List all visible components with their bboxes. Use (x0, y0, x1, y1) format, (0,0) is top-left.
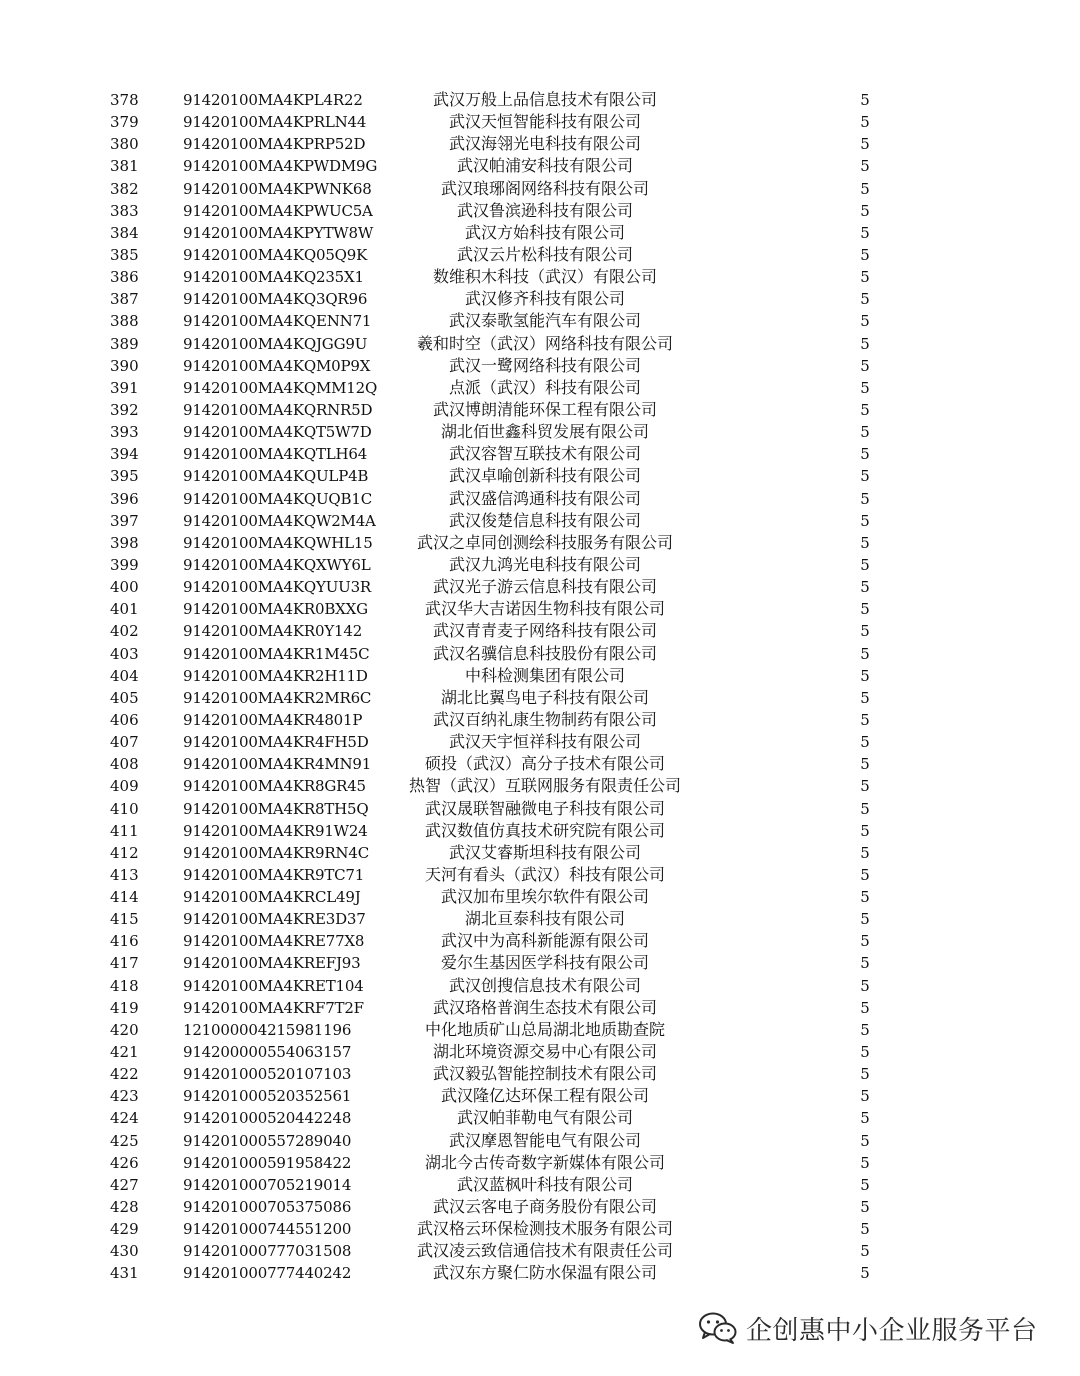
row-number: 383 (110, 201, 139, 220)
company-name: 武汉泰歌氢能汽车有限公司 (448, 311, 641, 331)
company-name: 武汉珞格普润生态技术有限公司 (432, 997, 657, 1017)
row-number: 411 (110, 821, 139, 840)
table-row (0, 1218, 1080, 1240)
row-number: 384 (110, 223, 139, 242)
row-number: 382 (110, 179, 139, 198)
company-name: 中科检测集团有限公司 (464, 665, 625, 685)
score: 5 (860, 1220, 870, 1239)
credit-code: 91420100MA4KQWHL15 (183, 533, 373, 552)
row-number: 409 (110, 777, 139, 796)
credit-code: 91420100MA4KPWDM9G (183, 157, 378, 176)
row-number: 388 (110, 312, 139, 331)
company-name: 武汉九鸿光电科技有限公司 (448, 554, 641, 574)
row-number: 429 (110, 1220, 139, 1239)
company-name: 武汉帕浦安科技有限公司 (456, 156, 633, 176)
table-row (0, 155, 1080, 177)
table-row (0, 1107, 1080, 1129)
credit-code: 91420100MA4KR2H11D (183, 666, 368, 685)
score: 5 (860, 400, 870, 419)
score: 5 (860, 356, 870, 375)
row-number: 431 (110, 1264, 139, 1283)
company-name: 武汉帕菲勒电气有限公司 (456, 1108, 633, 1128)
company-name: 羲和时空（武汉）网络科技有限公司 (416, 333, 673, 353)
table-row (0, 399, 1080, 421)
table-row (0, 775, 1080, 797)
table-row (0, 244, 1080, 266)
table-row (0, 820, 1080, 842)
score: 5 (860, 1242, 870, 1261)
company-name: 热智（武汉）互联网服务有限责任公司 (408, 776, 681, 796)
score: 5 (860, 777, 870, 796)
score: 5 (860, 710, 870, 729)
score: 5 (860, 290, 870, 309)
credit-code: 91420100MA4KR0Y142 (183, 622, 363, 641)
score: 5 (860, 799, 870, 818)
company-name: 武汉凌云致信通信技术有限责任公司 (416, 1241, 673, 1261)
score: 5 (860, 1109, 870, 1128)
score: 5 (860, 445, 870, 464)
table-row (0, 798, 1080, 820)
company-name: 湖北今古传奇数字新媒体有限公司 (424, 1152, 665, 1172)
credit-code: 121000004215981196 (183, 1020, 352, 1039)
company-name: 武汉东方聚仁防水保温有限公司 (432, 1263, 657, 1283)
credit-code: 914201000591958422 (183, 1153, 352, 1172)
score: 5 (860, 91, 870, 109)
company-name: 武汉云片松科技有限公司 (456, 244, 633, 264)
credit-code: 914201000777440242 (183, 1264, 352, 1283)
row-number: 403 (110, 644, 139, 663)
credit-code: 91420100MA4KRE3D37 (183, 910, 366, 929)
credit-code: 914201000520352561 (183, 1087, 352, 1106)
score: 5 (860, 932, 870, 951)
row-number: 393 (110, 423, 139, 442)
row-number: 390 (110, 356, 139, 375)
row-number: 397 (110, 511, 139, 530)
row-number: 381 (110, 157, 139, 176)
score: 5 (860, 223, 870, 242)
company-name: 武汉鲁滨逊科技有限公司 (456, 200, 633, 220)
table-row (0, 1152, 1080, 1174)
credit-code: 91420100MA4KQENN71 (183, 312, 372, 331)
credit-code: 91420100MA4KR9TC71 (183, 865, 365, 884)
row-number: 423 (110, 1087, 139, 1106)
table-row (0, 864, 1080, 886)
table-row (0, 443, 1080, 465)
credit-code: 91420100MA4KQUQB1C (183, 489, 372, 508)
score: 5 (860, 954, 870, 973)
credit-code: 91420100MA4KR8GR45 (183, 777, 366, 796)
score: 5 (860, 843, 870, 862)
table-row (0, 842, 1080, 864)
company-name: 武汉之卓同创测绘科技服务有限公司 (416, 532, 673, 552)
company-name: 武汉毅弘智能控制技术有限公司 (432, 1064, 657, 1084)
score: 5 (860, 489, 870, 508)
table-row (0, 532, 1080, 554)
table-row (0, 333, 1080, 355)
credit-code: 91420100MA4KPRP52D (183, 135, 366, 154)
company-name: 武汉天恒智能科技有限公司 (448, 112, 641, 132)
score: 5 (860, 268, 870, 287)
score: 5 (860, 423, 870, 442)
table-row (0, 488, 1080, 510)
company-name: 湖北比翼鸟电子科技有限公司 (440, 687, 649, 707)
credit-code: 91420100MA4KR91W24 (183, 821, 368, 840)
row-number: 410 (110, 799, 139, 818)
table-row (0, 1240, 1080, 1262)
credit-code: 91420100MA4KPL4R22 (183, 91, 363, 109)
credit-code: 91420100MA4KQ3QR96 (183, 290, 368, 309)
score: 5 (860, 179, 870, 198)
credit-code: 914200000554063157 (183, 1043, 352, 1062)
row-number: 422 (110, 1065, 139, 1084)
score: 5 (860, 511, 870, 530)
table-row (0, 1019, 1080, 1041)
credit-code: 91420100MA4KR9RN4C (183, 843, 369, 862)
credit-code: 91420100MA4KQMM12Q (183, 378, 378, 397)
table-row (0, 598, 1080, 620)
table-row (0, 178, 1080, 200)
company-name: 武汉创搜信息技术有限公司 (448, 975, 641, 995)
table-row (0, 200, 1080, 222)
score: 5 (860, 378, 870, 397)
credit-code: 914201000557289040 (183, 1131, 352, 1150)
credit-code: 914201000705219014 (183, 1175, 352, 1194)
table-row (0, 1041, 1080, 1063)
score: 5 (860, 467, 870, 486)
table-row (0, 753, 1080, 775)
row-number: 386 (110, 268, 139, 287)
company-list-table (0, 89, 1080, 1285)
table-row (0, 1085, 1080, 1107)
row-number: 402 (110, 622, 139, 641)
company-name: 武汉晟联智融微电子科技有限公司 (424, 798, 665, 818)
row-number: 392 (110, 400, 139, 419)
row-number: 408 (110, 755, 139, 774)
table-row (0, 1174, 1080, 1196)
credit-code: 91420100MA4KQULP4B (183, 467, 369, 486)
company-name: 点派（武汉）科技有限公司 (448, 377, 641, 397)
row-number: 430 (110, 1242, 139, 1261)
company-name: 武汉一鹭网络科技有限公司 (448, 355, 641, 375)
company-name: 天河有看头（武汉）科技有限公司 (424, 864, 665, 884)
company-name: 武汉加布里埃尔软件有限公司 (440, 887, 649, 907)
credit-code: 91420100MA4KPYTW8W (183, 223, 374, 242)
row-number: 425 (110, 1131, 139, 1150)
company-name: 武汉摩恩智能电气有限公司 (448, 1130, 641, 1150)
row-number: 400 (110, 578, 139, 597)
credit-code: 91420100MA4KQW2M4A (183, 511, 376, 530)
table-row (0, 731, 1080, 753)
row-number: 424 (110, 1109, 139, 1128)
score: 5 (860, 201, 870, 220)
credit-code: 914201000744551200 (183, 1220, 352, 1239)
credit-code: 91420100MA4KRCL49J (183, 888, 361, 907)
company-name: 武汉百纳礼康生物制药有限公司 (432, 709, 657, 729)
row-number: 399 (110, 555, 139, 574)
row-number: 420 (110, 1020, 139, 1039)
table-row (0, 665, 1080, 687)
row-number: 398 (110, 533, 139, 552)
score: 5 (860, 555, 870, 574)
row-number: 421 (110, 1043, 139, 1062)
score: 5 (860, 865, 870, 884)
credit-code: 91420100MA4KQRNR5D (183, 400, 373, 419)
company-name: 武汉博朗清能环保工程有限公司 (432, 399, 657, 419)
row-number: 414 (110, 888, 139, 907)
company-name: 武汉方始科技有限公司 (464, 222, 625, 242)
score: 5 (860, 533, 870, 552)
row-number: 427 (110, 1175, 139, 1194)
company-name: 武汉青青麦子网络科技有限公司 (432, 621, 657, 641)
credit-code: 91420100MA4KQYUU3R (183, 578, 372, 597)
company-name: 武汉琅琊阁网络科技有限公司 (440, 178, 649, 198)
table-row (0, 510, 1080, 532)
credit-code: 91420100MA4KR2MR6C (183, 688, 372, 707)
company-name: 湖北佰世鑫科贸发展有限公司 (440, 422, 649, 442)
company-name: 武汉中为高科新能源有限公司 (440, 931, 649, 951)
credit-code: 91420100MA4KR4MN91 (183, 755, 372, 774)
credit-code: 91420100MA4KQT5W7D (183, 423, 372, 442)
credit-code: 91420100MA4KR8TH5Q (183, 799, 369, 818)
company-name: 武汉云客电子商务股份有限公司 (432, 1197, 657, 1217)
credit-code: 91420100MA4KR4FH5D (183, 733, 369, 752)
credit-code: 91420100MA4KREFJ93 (183, 954, 361, 973)
company-name: 武汉盛信鸿通科技有限公司 (448, 488, 641, 508)
score: 5 (860, 1043, 870, 1062)
credit-code: 91420100MA4KQJGG9U (183, 334, 368, 353)
table-row (0, 576, 1080, 598)
score: 5 (860, 1087, 870, 1106)
table-row (0, 465, 1080, 487)
score: 5 (860, 135, 870, 154)
company-name: 武汉华大吉诺因生物科技有限公司 (424, 599, 665, 619)
table-row (0, 952, 1080, 974)
row-number: 428 (110, 1198, 139, 1217)
score: 5 (860, 245, 870, 264)
row-number: 401 (110, 600, 139, 619)
company-name: 武汉天宇恒祥科技有限公司 (448, 732, 641, 752)
company-name: 武汉俊楚信息科技有限公司 (448, 510, 641, 530)
company-name: 武汉卓喻创新科技有限公司 (448, 466, 641, 486)
credit-code: 914201000777031508 (183, 1242, 352, 1261)
row-number: 417 (110, 954, 139, 973)
score: 5 (860, 157, 870, 176)
table-row (0, 111, 1080, 133)
watermark (698, 1308, 1038, 1348)
score: 5 (860, 666, 870, 685)
score: 5 (860, 1198, 870, 1217)
table-row (0, 709, 1080, 731)
table-row (0, 554, 1080, 576)
row-number: 395 (110, 467, 139, 486)
company-name: 湖北环境资源交易中心有限公司 (432, 1042, 657, 1062)
table-row (0, 133, 1080, 155)
company-name: 武汉修齐科技有限公司 (464, 289, 625, 309)
table-row (0, 643, 1080, 665)
company-name: 硕投（武汉）高分子技术有限公司 (424, 754, 665, 774)
table-row (0, 930, 1080, 952)
row-number: 415 (110, 910, 139, 929)
score: 5 (860, 334, 870, 353)
credit-code: 914201000520442248 (183, 1109, 352, 1128)
row-number: 387 (110, 290, 139, 309)
credit-code: 91420100MA4KQXWY6L (183, 555, 371, 574)
score: 5 (860, 888, 870, 907)
score: 5 (860, 113, 870, 132)
row-number: 426 (110, 1153, 139, 1172)
credit-code: 914201000520107103 (183, 1065, 352, 1084)
company-name: 数维积木科技（武汉）有限公司 (432, 267, 657, 287)
table-row (0, 89, 1080, 111)
score: 5 (860, 1020, 870, 1039)
row-number: 394 (110, 445, 139, 464)
score: 5 (860, 1131, 870, 1150)
table-row (0, 975, 1080, 997)
score: 5 (860, 1175, 870, 1194)
row-number: 418 (110, 976, 139, 995)
credit-code: 91420100MA4KPWNK68 (183, 179, 372, 198)
company-name: 武汉光子游云信息科技有限公司 (432, 577, 657, 597)
score: 5 (860, 1264, 870, 1283)
watermark-text: 企创惠中小企业服务平台 (746, 1315, 1038, 1346)
wechat-icon (698, 1311, 738, 1345)
credit-code: 91420100MA4KQM0P9X (183, 356, 371, 375)
company-name: 武汉蓝枫叶科技有限公司 (456, 1174, 633, 1194)
score: 5 (860, 312, 870, 331)
row-number: 391 (110, 378, 139, 397)
row-number: 416 (110, 932, 139, 951)
row-number: 405 (110, 688, 139, 707)
credit-code: 91420100MA4KQ05Q9K (183, 245, 368, 264)
credit-code: 91420100MA4KQTLH64 (183, 445, 368, 464)
credit-code: 91420100MA4KPWUC5A (183, 201, 373, 220)
company-name: 武汉名骥信息科技股份有限公司 (432, 643, 657, 663)
company-name: 武汉万般上品信息技术有限公司 (432, 90, 657, 109)
row-number: 396 (110, 489, 139, 508)
score: 5 (860, 578, 870, 597)
table-row (0, 310, 1080, 332)
company-name: 武汉容智互联技术有限公司 (448, 444, 641, 464)
company-name: 武汉艾睿斯坦科技有限公司 (448, 842, 641, 862)
credit-code: 91420100MA4KR4801P (183, 710, 363, 729)
score: 5 (860, 688, 870, 707)
credit-code: 91420100MA4KRE77X8 (183, 932, 365, 951)
row-number: 379 (110, 113, 139, 132)
row-number: 389 (110, 334, 139, 353)
score: 5 (860, 644, 870, 663)
company-name: 武汉隆亿达环保工程有限公司 (440, 1086, 649, 1106)
credit-code: 91420100MA4KR1M45C (183, 644, 370, 663)
table-row (0, 687, 1080, 709)
credit-code: 91420100MA4KPRLN44 (183, 113, 367, 132)
table-row (0, 288, 1080, 310)
credit-code: 914201000705375086 (183, 1198, 352, 1217)
credit-code: 91420100MA4KRF7T2F (183, 998, 364, 1017)
table-row (0, 1196, 1080, 1218)
company-name: 中化地质矿山总局湖北地质勘查院 (424, 1019, 665, 1039)
credit-code: 91420100MA4KRET104 (183, 976, 364, 995)
company-name: 武汉海翎光电科技有限公司 (448, 134, 641, 154)
score: 5 (860, 622, 870, 641)
table-row (0, 886, 1080, 908)
score: 5 (860, 733, 870, 752)
row-number: 404 (110, 666, 139, 685)
score: 5 (860, 821, 870, 840)
company-name: 湖北亘泰科技有限公司 (464, 909, 625, 929)
table-row (0, 1262, 1080, 1284)
row-number: 378 (110, 91, 139, 109)
row-number: 419 (110, 998, 139, 1017)
table-row (0, 421, 1080, 443)
credit-code: 91420100MA4KR0BXXG (183, 600, 368, 619)
company-name: 爱尔生基因医学科技有限公司 (440, 953, 649, 973)
score: 5 (860, 1065, 870, 1084)
table-row (0, 222, 1080, 244)
score: 5 (860, 600, 870, 619)
table-row (0, 1063, 1080, 1085)
table-row (0, 266, 1080, 288)
table-row (0, 377, 1080, 399)
table-row (0, 620, 1080, 642)
row-number: 380 (110, 135, 139, 154)
row-number: 407 (110, 733, 139, 752)
company-name: 武汉格云环保检测技术服务有限公司 (416, 1219, 673, 1239)
row-number: 413 (110, 865, 139, 884)
row-number: 406 (110, 710, 139, 729)
row-number: 385 (110, 245, 139, 264)
score: 5 (860, 910, 870, 929)
table-row (0, 1130, 1080, 1152)
credit-code: 91420100MA4KQ235X1 (183, 268, 364, 287)
table-row (0, 355, 1080, 377)
row-number: 412 (110, 843, 139, 862)
score: 5 (860, 755, 870, 774)
table-row (0, 908, 1080, 930)
score: 5 (860, 1153, 870, 1172)
score: 5 (860, 976, 870, 995)
company-name: 武汉数值仿真技术研究院有限公司 (424, 820, 665, 840)
score: 5 (860, 998, 870, 1017)
table-row (0, 997, 1080, 1019)
